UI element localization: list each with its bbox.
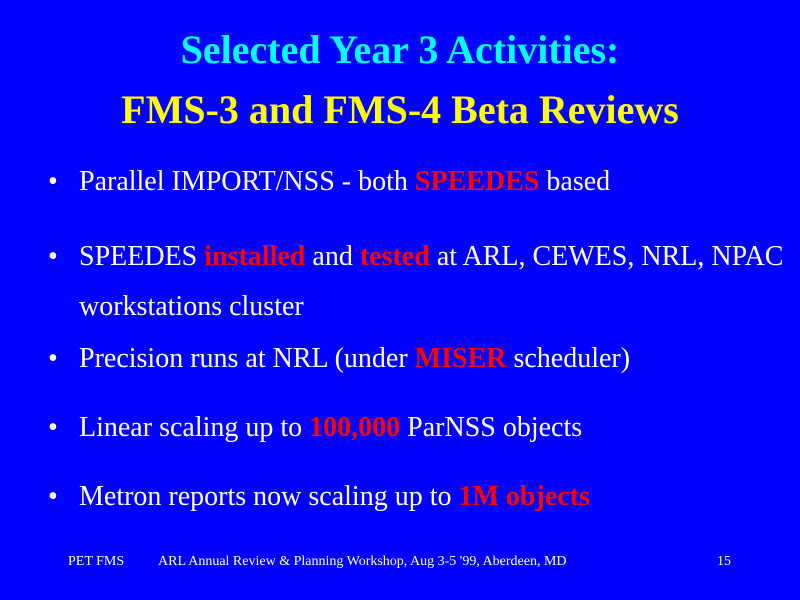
bullet-marker: • (48, 343, 58, 374)
title-line-2: FMS-3 and FMS-4 Beta Reviews (121, 87, 679, 132)
highlight-text: MISER (414, 343, 507, 374)
bullet-item-5 (48, 481, 788, 513)
bullet-text (79, 412, 788, 444)
footer-page-number: 15 (717, 554, 731, 569)
bullet-marker: • (48, 481, 58, 512)
bullet-text (79, 481, 788, 513)
bullet-text-part: Precision runs at NRL (under (79, 343, 415, 374)
bullet-marker: • (48, 412, 58, 443)
title-line-1: Selected Year 3 Activities: (180, 27, 620, 72)
bullet-text-part: and (305, 241, 360, 272)
highlight-text: 100,000 (309, 412, 401, 443)
bullet-text-part: ParNSS objects (400, 412, 583, 443)
highlight-text: 1M objects (458, 481, 590, 512)
bullet-text-part: based (539, 166, 611, 197)
bullet-item-1 (48, 166, 788, 198)
footer-program-label: PET FMS (68, 554, 125, 569)
bullet-text-part: Parallel IMPORT/NSS - both (79, 166, 415, 197)
bullet-marker: • (48, 241, 58, 272)
highlight-text: installed (204, 241, 306, 272)
bullet-item-2 (48, 232, 788, 332)
footer-event-label: ARL Annual Review & Planning Workshop, Aug 3-5 '99, Aberdeen, MD (158, 554, 567, 569)
bullet-item-3 (48, 343, 788, 375)
highlight-text: tested (359, 241, 430, 272)
bullet-text-part: at ARL, CEWES, NRL, NPAC workstations cluster (79, 241, 784, 322)
bullet-text-part: SPEEDES (79, 241, 205, 272)
highlight-text: SPEEDES (414, 166, 540, 197)
bullet-text (79, 166, 788, 198)
slide-title (0, 26, 800, 134)
bullet-text-part: Linear scaling up to (79, 412, 310, 443)
bullet-text (79, 343, 788, 375)
bullet-text-part: scheduler) (506, 343, 631, 374)
bullet-text (79, 232, 788, 332)
bullet-item-4 (48, 412, 788, 444)
bullet-marker: • (48, 166, 58, 197)
bullet-text-part: Metron reports now scaling up to (79, 481, 459, 512)
